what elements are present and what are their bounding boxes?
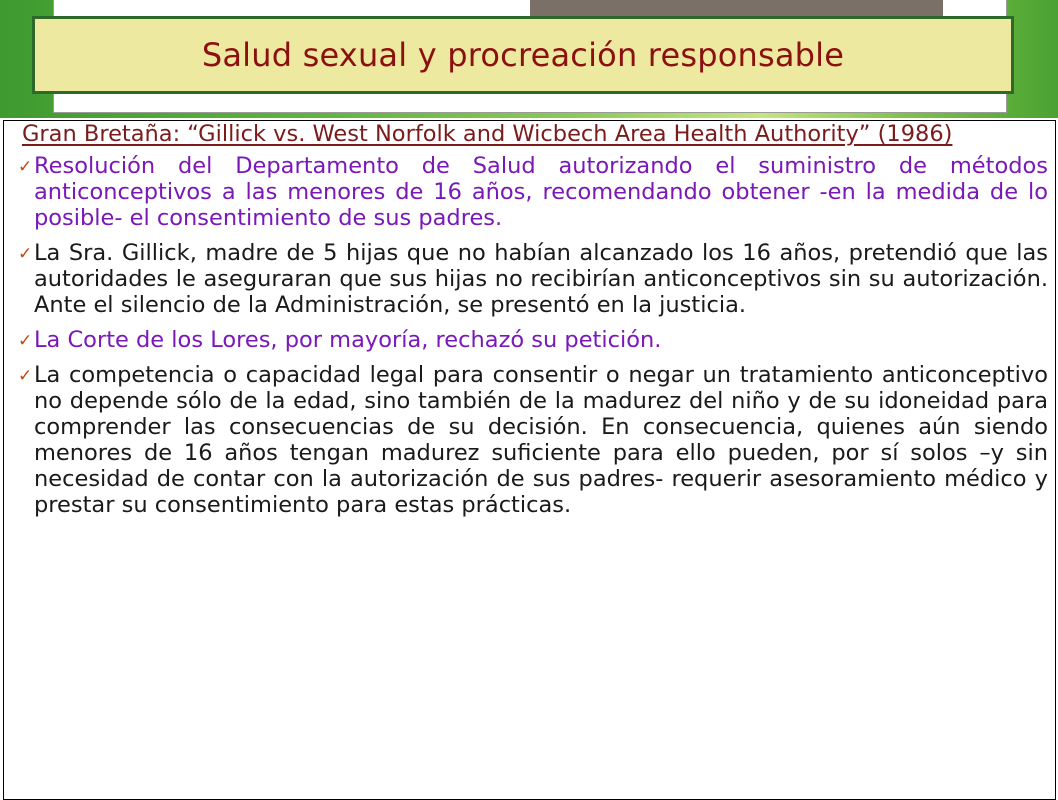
bullet-item	[18, 327, 1048, 353]
checkmark-icon: ✓	[18, 244, 33, 264]
bullet-item	[18, 153, 1048, 231]
checkmark-icon: ✓	[18, 366, 33, 386]
bullet-text: La competencia o capacidad legal para consentir o negar un tratamiento anticonceptivo no depende sólo de la edad, sino también de la madurez del niño y de su idoneidad para comprender las consecuencias de su decisión. En consecuencia, quienes aún siendo menores de 16 años tengan madurez suficiente para ello pueden, por sí solos –y sin necesidad de contar con la autorización de sus padres- requerir asesoramiento médico y prestar su consentimiento para estas prácticas.	[34, 362, 1048, 518]
checkmark-icon: ✓	[18, 157, 33, 177]
bullet-item	[18, 240, 1048, 318]
bullet-text: La Sra. Gillick, madre de 5 hijas que no habían alcanzado los 16 años, pretendió que las autoridades le aseguraran que sus hijas no recibirían anticonceptivos sin su autorización. Ante el silencio de la Administración, se presentó en la justicia.	[34, 240, 1048, 318]
checkmark-icon: ✓	[18, 331, 33, 351]
slide-title: Salud sexual y procreación responsable	[201, 36, 845, 74]
title-banner	[32, 16, 1014, 94]
case-heading: Gran Bretaña: “Gillick vs. West Norfolk and Wicbech Area Health Authority” (1986)	[22, 121, 953, 147]
bullet-text: La Corte de los Lores, por mayoría, rechazó su petición.	[34, 327, 662, 353]
header-tab-strip	[530, 0, 943, 16]
slide-content	[18, 121, 1048, 527]
bullet-text: Resolución del Departamento de Salud autorizando el suministro de métodos anticonceptivos a las menores de 16 años, recomendando obtener -en la medida de lo posible- el consentimiento de sus padres.	[34, 153, 1048, 231]
bullet-item	[18, 362, 1048, 518]
